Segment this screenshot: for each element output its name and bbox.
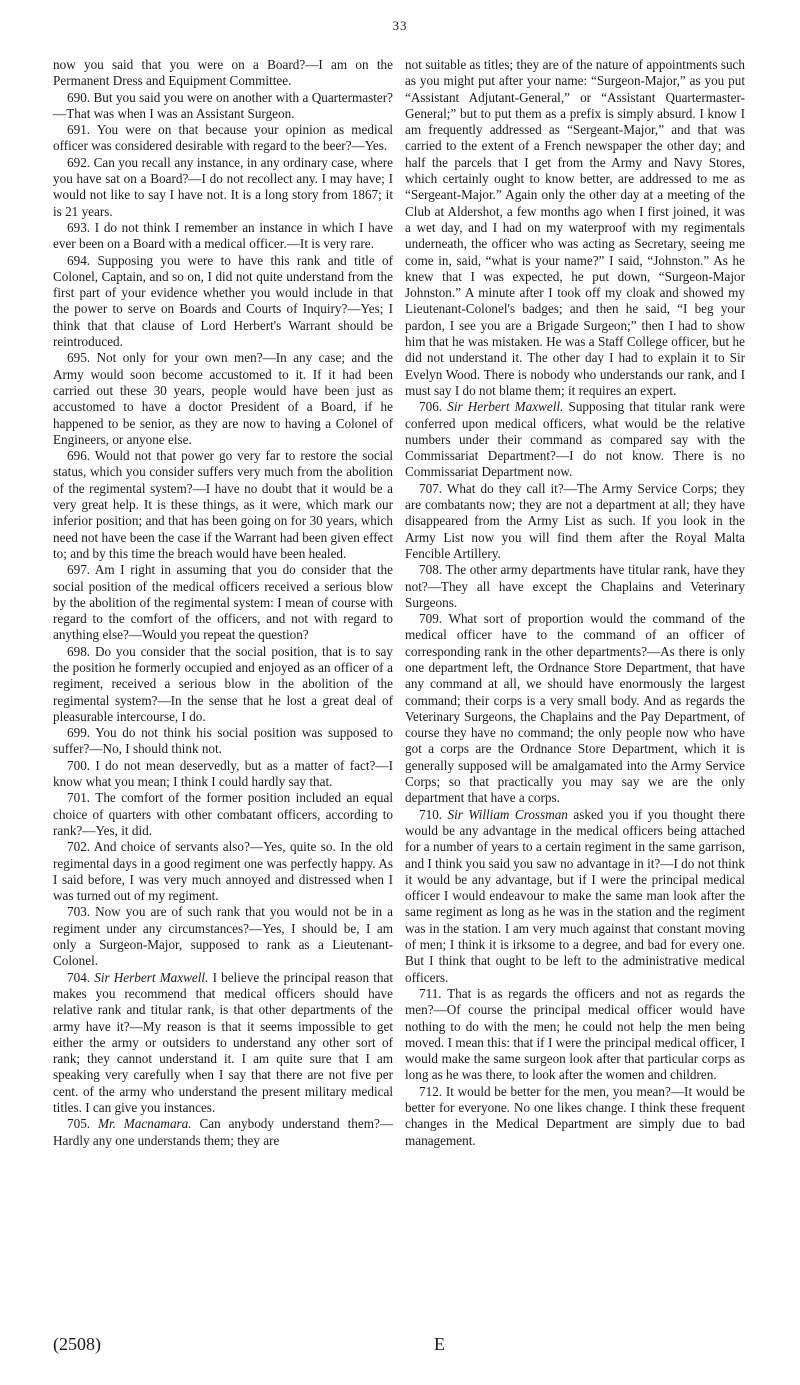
- paragraph: [405, 562, 745, 611]
- paragraph: [53, 839, 393, 904]
- paragraph-text: 700. I do not mean deservedly, but as a matter of fact?—I know what you mean; I think I could hardly say that.: [53, 757, 393, 790]
- paragraph-text: 707. What do they call it?—The Army Service Corps; they are combatants now; they are not a department at all; they have disappeared from the Army List as such. If you look in the Army List now you will find them after the Royal Malta Fencible Artillery.: [405, 480, 745, 561]
- speaker-name: Sir William Crossman: [447, 806, 568, 822]
- paragraph-text: not suitable as titles; they are of the nature of appointments such as you might put after your name: “Surgeon-Major,” as you put “Assistant Adjutant-General,” or “Assistant Quartermaster-General;” but to put them as a prefix is simply absurd. I know I am frequently addressed as “Sergeant-Major,” and that was carried to the extent of a French newspaper the other day; and half the parcels that I get from the Army and Navy Stores, which certainly ought to know better, are addressed to me as “Sergeant-Major.” Again only the other day at a meeting of the Club at Aldershot, a few months ago when I first joined, it was a wet day, and I had on my waterproof with my regimentals underneath, the officer who was acting as Secretary, seeing me come in, said, “what is your name?” I said, “Johnston.” As he knew that I was expected, he put down, “Surgeon-Major Johnston.” A minute after I took off my cloak and showed my Lieutenant-Colonel's badges; and then he said, “I beg your pardon, I see you are a Brigade Surgeon;” then I had to show him that he was mistaken. He was a Staff College officer, but he did not understand it. The other day I had to explain it to Sir Evelyn Wood. There is nobody who understands our rank, and I must say I do not blame them; it requires an expert.: [405, 57, 745, 398]
- paragraph: [53, 644, 393, 725]
- paragraph: [53, 562, 393, 643]
- paragraph-text: 699. You do not think his social position was supposed to suffer?—No, I should think not.: [53, 725, 393, 757]
- paragraph-text: 690. But you said you were on another with a Quartermaster?—That was when I was an Assistant Surgeon.: [53, 89, 393, 121]
- paragraph-text: 691. You were on that because your opinion as medical officer was considered desirable with regard to the beer?—Yes.: [53, 122, 393, 154]
- paragraph-text: 711. That is as regards the officers and not as regards the men?—Of course the principal medical officer would have nothing to do with the men; he could not help the men being moved. I mean this: that if I were the principal medical officer, I would make the same surgeon look after that particular corps as long as he was there, to look after the women and children.: [405, 985, 745, 1083]
- paragraph-text: 697. Am I right in assuming that you do consider that the social position of the medical officers received a serious blow by the abolition of the regimental system: I mean of course with regard to the comfort of the officers, and not with regard to anything else?—Would you repeat the question?: [53, 562, 393, 643]
- speaker-name: Sir Herbert Maxwell.: [447, 399, 564, 415]
- paragraph-text: 701. The comfort of the former position included an equal choice of quarters with other combatant officers, according to rank?—Yes, it did.: [53, 790, 393, 838]
- paragraph-text: I believe the principal reason that makes you recommend that medical officers should have relative rank and titular rank, is that other departments of the army have it?—My reason is that it seems impossible to get either the army or outsiders to understand any other sort of rank; they cannot understand it. I am quite sure that I am speaking very carefully when I say that there are not five per cent. of the army who understand the present military medical titles. I can give you instances.: [53, 969, 393, 1115]
- paragraph-text: 695. Not only for your own men?—In any case; and the Army would soon become accustomed to it. If it had been carried out these 30 years, people would have been just as accustomed to have a doctor President of a Board, if he happened to be senior, as they are now to having a Colonel of Engineers, or anyone else.: [53, 350, 393, 447]
- paragraph-text: Can anybody understand them?—Hardly any one understands them; they are: [53, 1116, 394, 1148]
- speaker-name: Mr. Macnamara.: [97, 1116, 192, 1132]
- paragraph-text: 702. And choice of servants also?—Yes, quite so. In the old regimental days in a good regiment one was perfectly happy. As I said before, I was very much annoyed and distressed when I was turned out of my regiment.: [53, 839, 393, 904]
- paragraph: [405, 399, 745, 480]
- paragraph-text: 703. Now you are of such rank that you would not be in a regiment under any circumstances?—Yes, I should be, I am only a Surgeon-Major, supposed to rank as a Lieutenant-Colonel.: [53, 904, 393, 969]
- page-number: 33: [392, 18, 408, 33]
- print-code: (2508): [53, 1334, 101, 1354]
- paragraph-text: asked you if you thought there would be any advantage in the medical officers being attached for a number of years to a certain regiment in the same garrison, and I think you said you saw no advantage in it?—I do not think it would be any advantage, but if I were the principal medical officer I would endeavour to make the same man look after the same regiment as long as he was in the station and the regiment was in the station. I am very much against that constant moving of men; I think it is irksome to a degree, and bad for every one. But I think that ought to be left to the administrative medical officers.: [405, 806, 745, 985]
- page-footer: [53, 1334, 745, 1355]
- paragraph: [53, 155, 393, 220]
- paragraph: [53, 220, 393, 253]
- paragraph: [405, 807, 745, 986]
- paragraph: [405, 57, 745, 399]
- paragraph: [53, 790, 393, 839]
- paragraph-text: 694. Supposing you were to have this rank and title of Colonel, Captain, and so on, I did not quite understand from the first part of your evidence whether you would include in that the power to serve on Boards and Courts of Inquiry?—Yes; I think that that clause of Lord Herbert's Warrant should be reintroduced.: [53, 252, 393, 350]
- paragraph: [53, 350, 393, 448]
- paragraph: [53, 904, 393, 969]
- paragraph: [53, 1116, 393, 1149]
- paragraph-text: 709. What sort of proportion would the command of the medical officer have to the command of an officer of corresponding rank in the other departments?—As there is only one department left, the Ordnance Store Department, that have any command at all, we should have enormously the largest command; their corps is a very small body. And as regards the Veterinary Surgeons, the Chaplains and the Pay Department, of course they have no command; the only people now who have got a corps are the Ordnance Store Department, which it is generally supposed will be amalgamated into the Army Service Corps; so that practically you may say we are the only department that have a corps.: [405, 611, 745, 806]
- paragraph: [53, 448, 393, 562]
- paragraph-text: 696. Would not that power go very far to restore the social status, which you consider suffers very much from the abolition of the regimental system?—I have no doubt that it would be a very great help. It is these things, as it were, which mark our inferior position; and that has been going on for 30 years, which need not have been the case if the Warrant had been given effect to; and by this time the breach would have been healed.: [53, 448, 393, 561]
- paragraph-text: 708. The other army departments have titular rank, have they not?—They all have except the Chaplains and Veterinary Surgeons.: [405, 562, 745, 610]
- question-number: 704.: [67, 969, 91, 985]
- paragraph: [53, 57, 393, 90]
- paragraph: [53, 725, 393, 758]
- signature-mark: E: [434, 1334, 445, 1354]
- paragraph: [53, 122, 393, 155]
- paragraph-text: Supposing that titular rank were conferred upon medical officers, what would be the relative numbers under their command as compared say with the Commissariat Department?—I do not know. There is no Commissariat Department now.: [405, 399, 746, 480]
- right-column: [405, 57, 745, 1149]
- paragraph: [53, 970, 393, 1117]
- question-number: 705.: [67, 1116, 91, 1132]
- paragraph: [405, 1084, 745, 1149]
- paragraph: [405, 481, 745, 562]
- speaker-name: Sir Herbert Maxwell.: [94, 969, 209, 985]
- question-number: 706.: [419, 399, 443, 415]
- paragraph: [53, 253, 393, 351]
- paragraph: [405, 986, 745, 1084]
- question-number: 710.: [419, 806, 443, 822]
- paragraph-text: now you said that you were on a Board?—I am on the Permanent Dress and Equipment Committee.: [53, 57, 393, 89]
- paragraph: [53, 90, 393, 123]
- paragraph-text: 712. It would be better for the men, you mean?—It would be better for everyone. No one likes change. I think these frequent changes in the Medical Department are simply due to bad management.: [405, 1083, 745, 1148]
- paragraph: [405, 611, 745, 807]
- paragraph: [53, 758, 393, 791]
- left-column: [53, 57, 393, 1149]
- paragraph-text: 698. Do you consider that the social position, that is to say the position he formerly occupied and enjoyed as an officer of a regiment, received a serious blow in the abolition of the regimental system?—In the sense that he lost a great deal of pleasurable intercourse, I do.: [53, 643, 393, 724]
- paragraph-text: 693. I do not think I remember an instance in which I have ever been on a Board with a medical officer.—It is very rare.: [53, 219, 393, 252]
- paragraph-text: 692. Can you recall any instance, in any ordinary case, where you have sat on a Board?—I do not recollect any. I may have; I would not like to say I have not. It is a long story from 1867; it is 21 years.: [53, 154, 393, 219]
